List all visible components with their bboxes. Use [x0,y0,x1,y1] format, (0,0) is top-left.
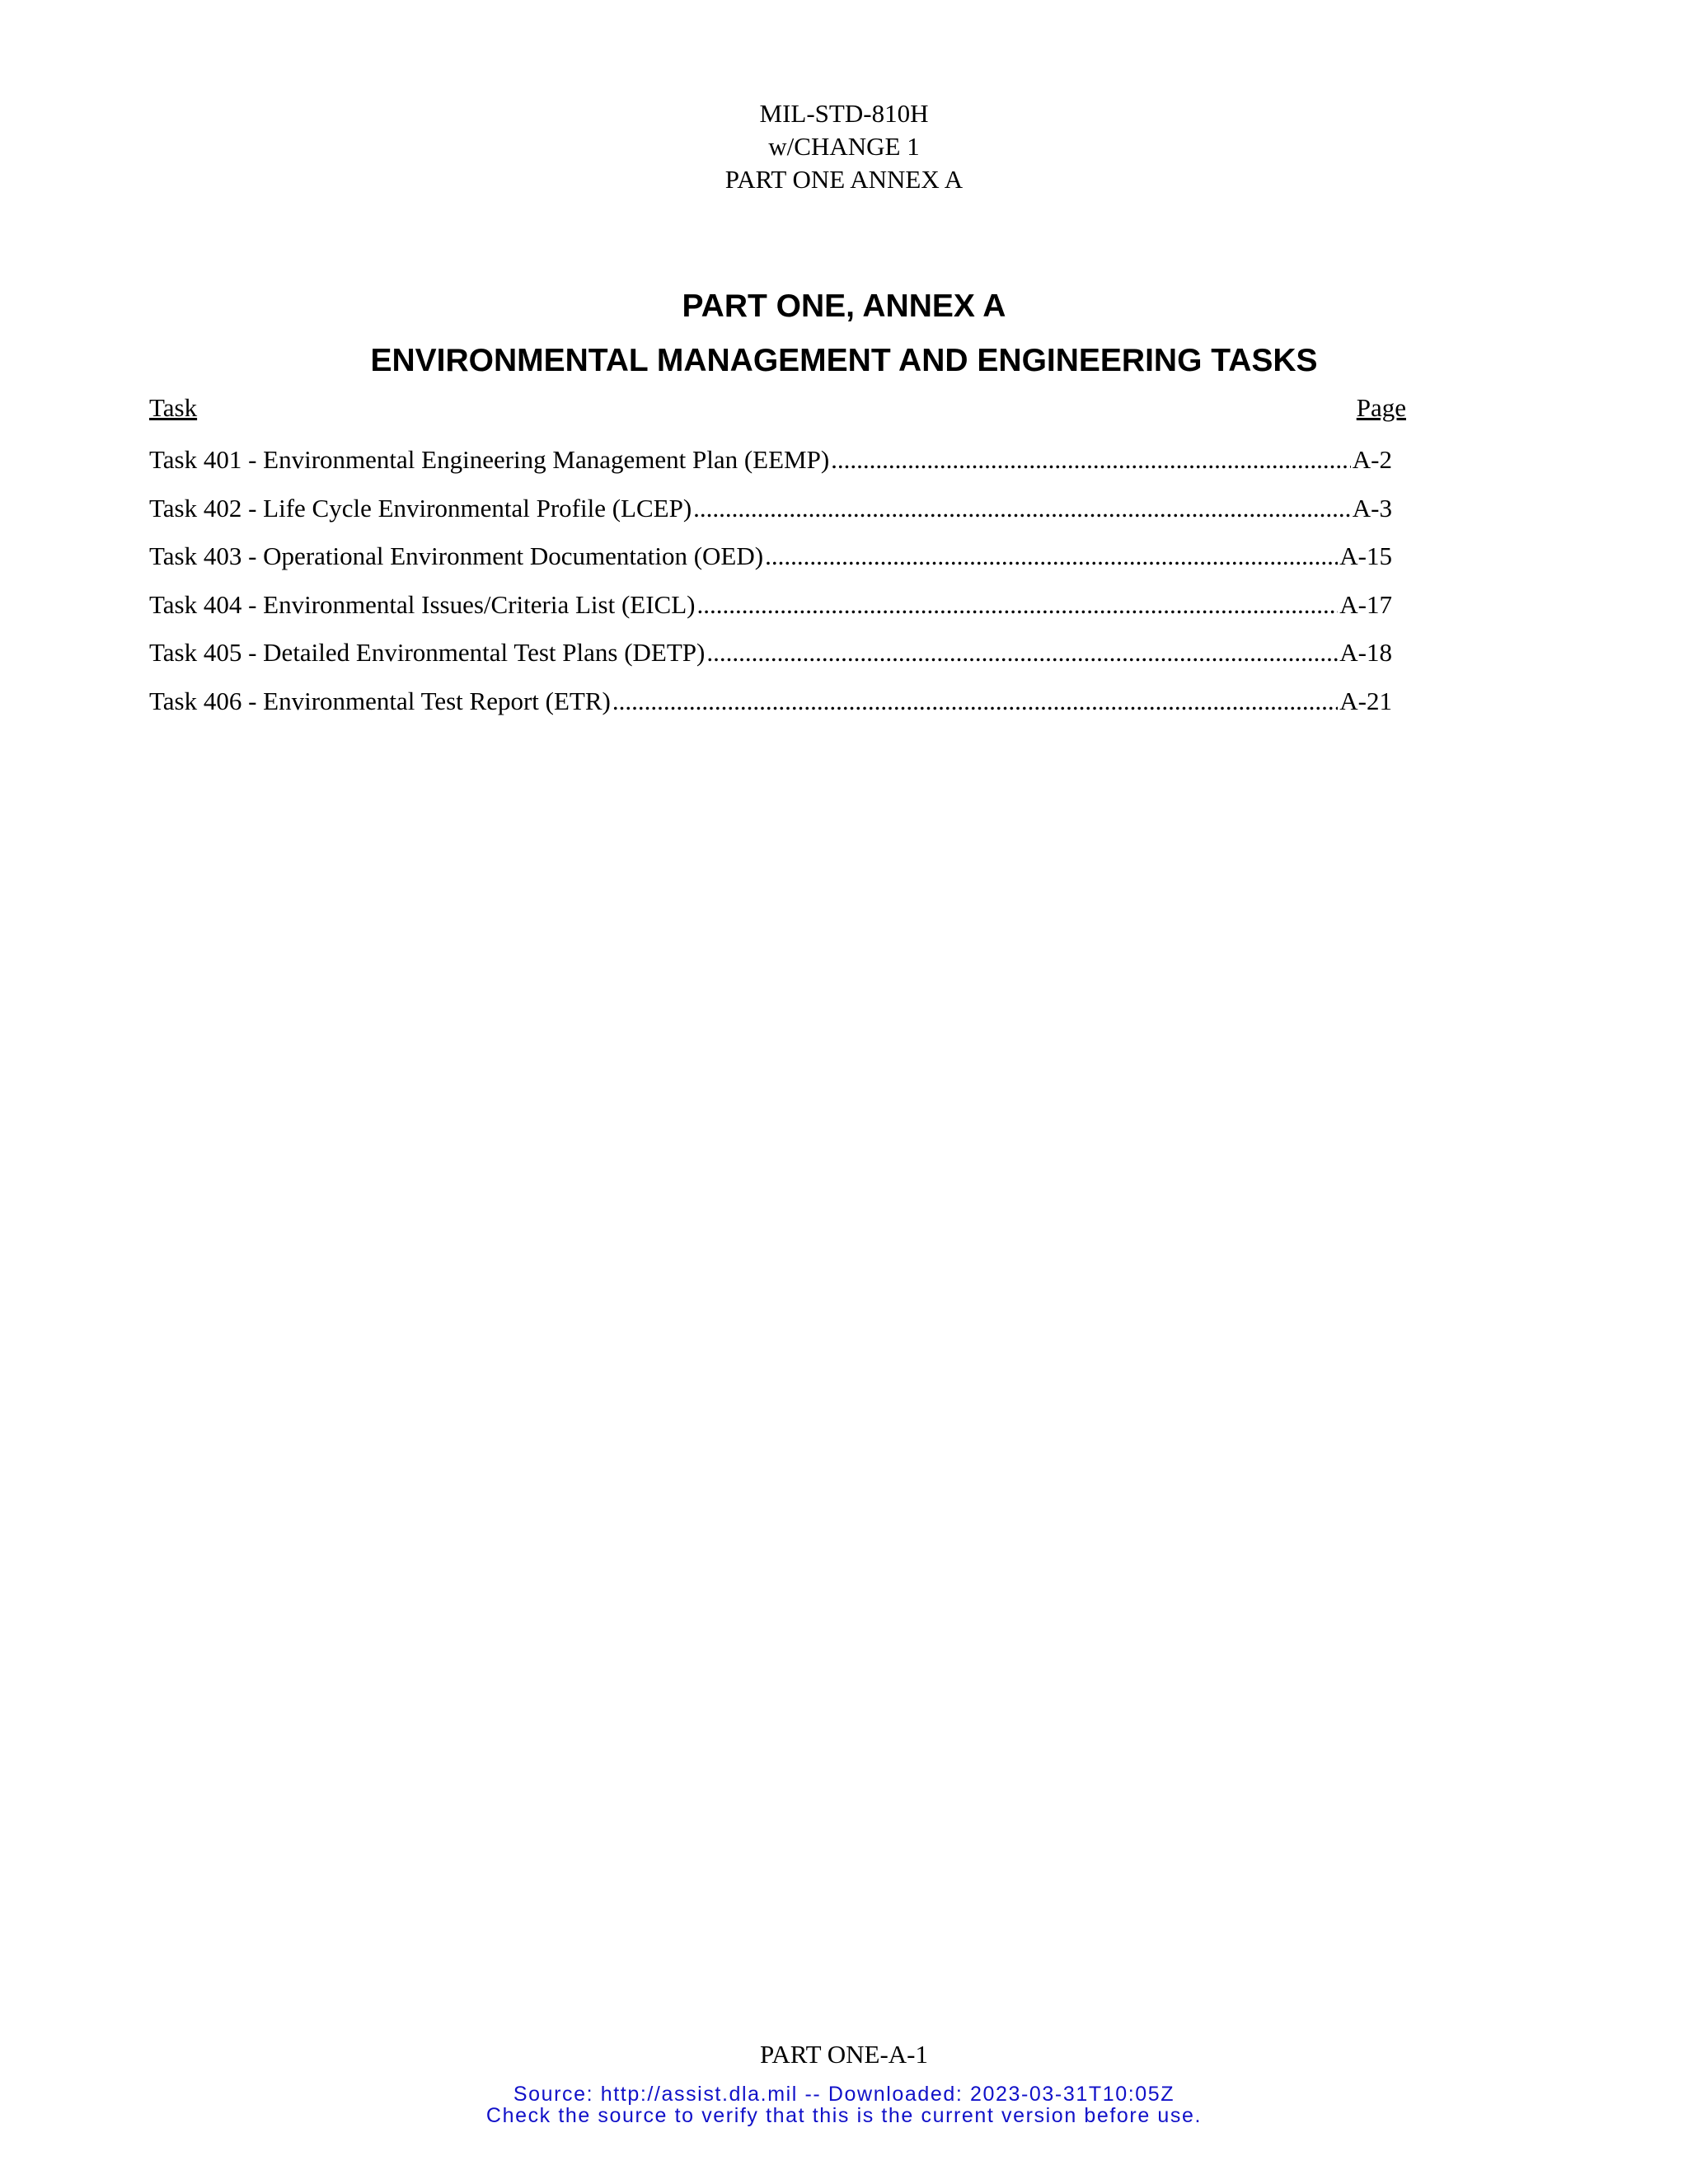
toc-entry-label: Task 401 - Environmental Engineering Management Plan (EEMP) [149,445,830,474]
dot-leader [693,485,1351,533]
dot-leader [765,532,1338,581]
toc-entries [149,436,1406,725]
toc-entry-task-403[interactable] [149,532,1392,581]
toc-entry-task-402[interactable] [149,485,1392,533]
toc-entry-label: Task 402 - Life Cycle Environmental Profile (LCEP) [149,493,692,523]
document-id: MIL-STD-810H [759,99,929,128]
source-download-line: Source: http://assist.dla.mil -- Downloaded: 2023-03-31T10:05Z [513,2083,1175,2106]
source-notice [0,2083,1688,2126]
toc-entry-task-401[interactable] [149,436,1392,485]
section-id: PART ONE ANNEX A [724,165,964,194]
toc-entry-page: A-18 [1339,638,1392,667]
toc-entry-task-404[interactable] [149,581,1392,630]
toc-page-column-label: Page [1356,393,1406,422]
toc-header [149,390,1406,426]
toc-entry-page: A-2 [1352,445,1392,474]
toc-entry-task-405[interactable] [149,629,1392,677]
toc-entry-page: A-21 [1339,686,1392,715]
source-verify-line: Check the source to verify that this is the current version before use. [485,2104,1203,2127]
page-number: PART ONE-A-1 [760,2040,928,2069]
dot-leader [612,677,1338,726]
toc-entry-label: Task 403 - Operational Environment Documentation (OED) [149,541,764,570]
toc-task-column-label: Task [149,393,198,422]
toc-entry-page: A-3 [1352,493,1392,523]
annex-title: PART ONE, ANNEX A [682,288,1006,324]
annex-subtitle: ENVIRONMENTAL MANAGEMENT AND ENGINEERING TASKS [370,343,1318,378]
toc-entry-page: A-17 [1339,589,1392,619]
dot-leader [696,581,1338,630]
table-of-contents [149,390,1406,725]
toc-entry-label: Task 406 - Environmental Test Report (ETR) [149,686,611,715]
dot-leader [706,629,1338,677]
document-header [0,97,1688,196]
toc-entry-label: Task 405 - Detailed Environmental Test Plans (DETP) [149,638,706,667]
change-notice: w/CHANGE 1 [768,132,920,161]
toc-entry-page: A-15 [1339,541,1392,570]
toc-entry-label: Task 404 - Environmental Issues/Criteria List (EICL) [149,589,696,619]
dot-leader [831,436,1351,485]
toc-entry-task-406[interactable] [149,677,1392,726]
